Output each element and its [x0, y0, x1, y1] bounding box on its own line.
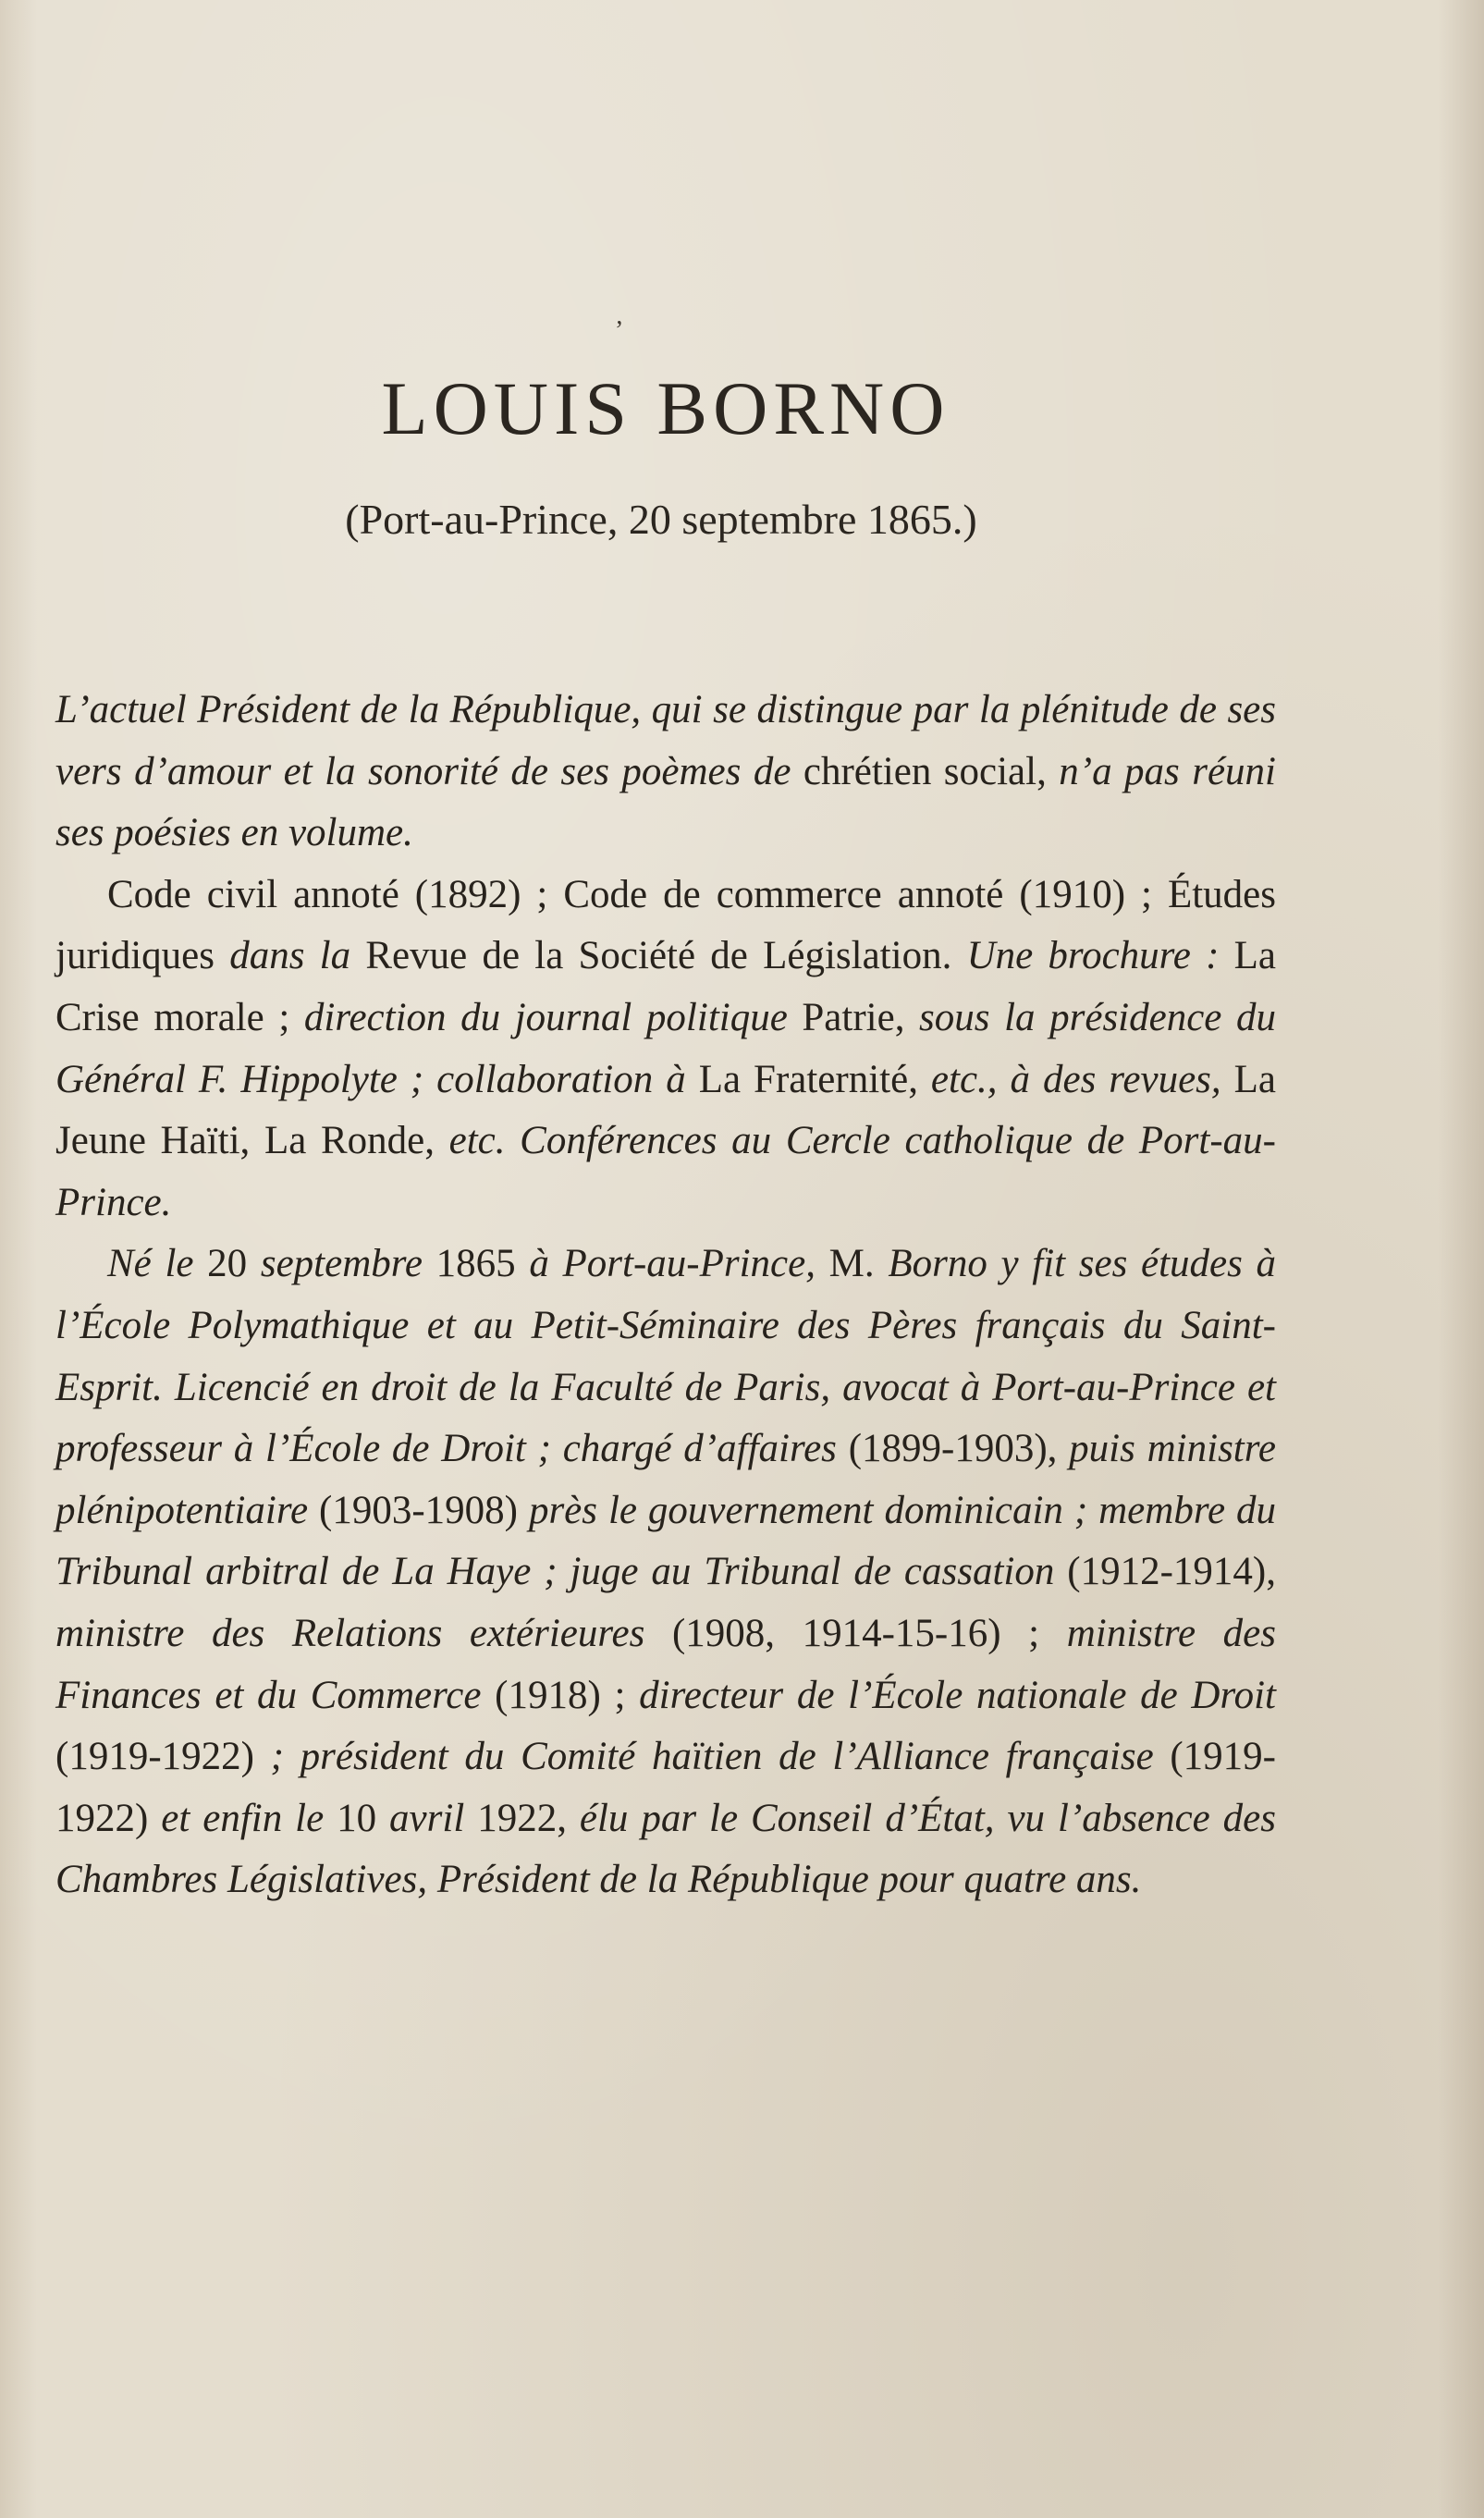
text-segment: etc. Conférences au Cercle catholique de Port-au-Prince. — [55, 1119, 1276, 1224]
text-segment: chrétien social — [803, 749, 1037, 793]
biography-paragraph — [55, 1234, 1276, 1911]
text-segment: (1908, 1914-15-16) ; — [671, 1611, 1067, 1655]
text-segment: L’actuel Président de la République, qui se distingue par la plénitude de ses vers d’amour et la sonorité de ses poèmes de — [55, 688, 1276, 793]
text-segment: près le gouvernement dominicain ; membre du Tribunal arbitral de La Haye ; juge au Tribunal de cassation — [55, 1488, 1276, 1594]
text-segment: puis ministre plénipotentiaire — [55, 1427, 1276, 1532]
page-title: LOUIS BORNO — [381, 366, 950, 450]
text-segment: (1919-1922) — [55, 1735, 271, 1779]
text-segment: La Fraternité, — [698, 1057, 931, 1101]
text-segment: ; président du Comité haïtien de l’Alliance française — [270, 1735, 1171, 1779]
text-segment: (1912-1914), — [1067, 1550, 1276, 1594]
text-segment: ministre des Relations extérieures — [55, 1611, 672, 1655]
works-paragraph — [55, 865, 1276, 1234]
text-segment: Une brochure : — [966, 934, 1234, 978]
text-segment: etc., à des revues, — [930, 1057, 1234, 1101]
text-segment: (1918) ; — [495, 1673, 640, 1717]
text-segment: à Port-au-Prince, — [529, 1242, 829, 1286]
text-segment: direction du journal politique — [303, 995, 803, 1039]
text-segment: (1899-1903), — [848, 1427, 1070, 1471]
text-segment: avril — [389, 1796, 478, 1840]
text-segment: 1865 — [435, 1242, 530, 1286]
text-segment: (1919-1922) — [55, 1735, 1276, 1840]
text-segment: 1922, — [477, 1796, 580, 1840]
text-segment: Borno y fit ses études à l’École Polymathique et au Petit-Séminaire des Pères français du Saint-Esprit. Licencié en droit de la Faculté de Paris, avocat à Port-au-Prince et professeur à l’École de Droit ; chargé d’affaires — [55, 1242, 1277, 1471]
text-segment: Code civil annoté (1892) ; Code de commerce annoté (1910) ; Études juridiques — [55, 872, 1276, 978]
text-segment: 10 — [337, 1796, 390, 1840]
text-segment: dans la — [229, 934, 366, 978]
biography-text — [55, 680, 1276, 1911]
text-segment: , — [1036, 749, 1060, 793]
text-segment: ministre des Finances et du Commerce — [55, 1611, 1276, 1717]
intro-paragraph — [55, 680, 1276, 865]
text-segment: M. — [828, 1242, 889, 1286]
text-segment: n’a pas réuni ses poésies en volume. — [55, 749, 1276, 855]
page-subtitle: (Port-au-Prince, 20 septembre 1865.) — [345, 496, 977, 543]
text-segment: et enfin le — [161, 1796, 337, 1840]
text-segment: élu par le Conseil d’État, vu l’absence des Chambres Législatives, Président de la République pour quatre ans. — [55, 1796, 1277, 1902]
text-segment: La Crise morale ; — [55, 934, 1277, 1039]
text-segment: 20 — [207, 1242, 261, 1286]
text-segment: Patrie, — [802, 995, 920, 1039]
text-segment: (1903-1908) — [319, 1488, 529, 1532]
text-segment: directeur de l’École nationale de Droit — [639, 1673, 1276, 1717]
text-segment: Né le — [107, 1242, 208, 1286]
print-mark: ’ — [615, 316, 624, 345]
text-segment: La Jeune Haïti, La Ronde, — [55, 1057, 1276, 1163]
text-segment: septembre — [260, 1242, 436, 1286]
text-segment: Revue de la Société de Législation. — [365, 934, 967, 978]
text-segment: sous la présidence du Général F. Hippolyte ; collaboration à — [55, 995, 1276, 1101]
